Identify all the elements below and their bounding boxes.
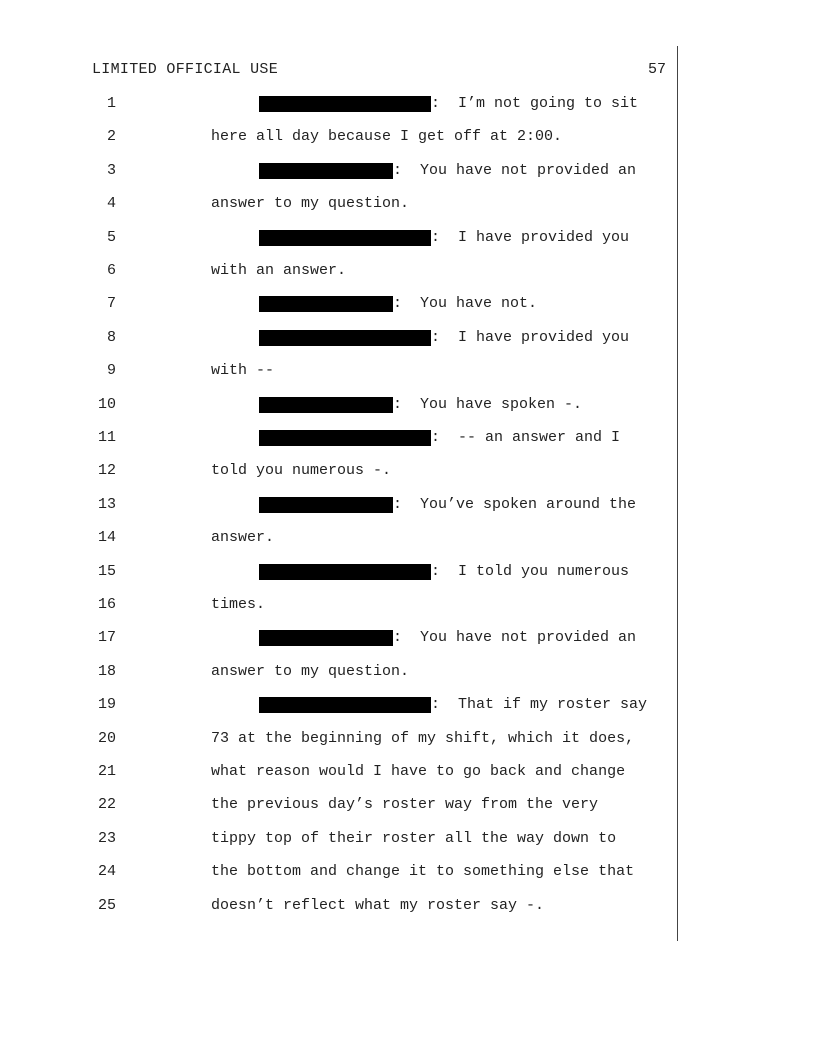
line-number: 9	[106, 362, 116, 380]
transcript-line	[0, 594, 816, 616]
redaction-box	[259, 630, 393, 646]
line-number: 2	[106, 128, 116, 146]
line-number: 6	[106, 262, 116, 279]
line-text: tippy top of their roster all the way down to	[211, 829, 617, 847]
line-text: : You have not provided an	[393, 161, 637, 179]
line-number: 22	[97, 796, 116, 814]
line-number: 11	[97, 429, 116, 446]
line-number: 21	[97, 763, 116, 780]
line-text: : I have provided you	[431, 228, 630, 246]
line-number: 13	[97, 495, 116, 513]
speaker-line	[259, 227, 629, 249]
redaction-box	[259, 330, 431, 346]
redaction-box	[259, 564, 431, 580]
transcript-line	[0, 494, 816, 516]
redaction-box	[259, 96, 431, 112]
line-number: 10	[97, 395, 116, 413]
line-number: 4	[106, 195, 116, 213]
transcript-line	[0, 761, 816, 783]
line-number: 15	[97, 562, 116, 580]
line-text: doesn’t reflect what my roster say -.	[211, 896, 545, 914]
line-text: : -- an answer and I	[431, 429, 621, 446]
line-number: 18	[97, 662, 116, 680]
transcript-line	[0, 227, 816, 249]
speaker-line	[259, 394, 582, 416]
line-number: 7	[106, 295, 116, 313]
line-text: : You have spoken -.	[393, 395, 583, 413]
redaction-box	[259, 430, 431, 446]
line-number: 24	[97, 863, 116, 881]
line-number: 14	[97, 529, 116, 547]
speaker-line	[259, 494, 636, 516]
transcript-line	[0, 160, 816, 182]
line-text: : I told you numerous	[431, 562, 630, 580]
transcript-line	[0, 126, 816, 148]
redaction-box	[259, 497, 393, 513]
speaker-line	[259, 293, 537, 315]
line-text: answer to my question.	[211, 195, 410, 213]
line-number: 23	[97, 829, 116, 847]
line-number: 8	[106, 328, 116, 346]
transcript-line	[0, 527, 816, 549]
line-text: : I have provided you	[431, 328, 630, 346]
transcript-line	[0, 193, 816, 215]
transcript-line	[0, 794, 816, 816]
redaction-box	[259, 230, 431, 246]
line-number: 3	[106, 161, 116, 179]
transcript-line	[0, 293, 816, 315]
transcript-line	[0, 394, 816, 416]
line-text: : You’ve spoken around the	[393, 495, 637, 513]
transcript-line	[0, 460, 816, 482]
redaction-box	[259, 697, 431, 713]
line-text: with --	[211, 362, 275, 380]
speaker-line	[259, 561, 629, 583]
transcript-line	[0, 828, 816, 850]
line-number: 20	[97, 729, 116, 747]
redaction-box	[259, 397, 393, 413]
line-text: : That if my roster say	[431, 696, 648, 714]
line-number: 5	[106, 228, 116, 246]
speaker-line	[259, 93, 638, 115]
transcript-line	[0, 327, 816, 349]
line-text: : I’m not going to sit	[431, 95, 639, 112]
line-text: the bottom and change it to something else that	[211, 863, 635, 881]
line-number: 12	[97, 462, 116, 480]
transcript-line	[0, 360, 816, 382]
transcript-line	[0, 561, 816, 583]
transcript-line	[0, 427, 816, 449]
transcript-line	[0, 728, 816, 750]
line-text: 73 at the beginning of my shift, which it does,	[211, 729, 635, 747]
line-text: times.	[211, 596, 266, 613]
line-text: : You have not provided an	[393, 629, 637, 647]
transcript-line	[0, 661, 816, 683]
line-number: 17	[97, 629, 116, 647]
line-text: here all day because I get off at 2:00.	[211, 128, 563, 146]
page-number: 57	[647, 61, 666, 78]
speaker-line	[259, 427, 620, 449]
redaction-box	[259, 163, 393, 179]
redaction-box	[259, 296, 393, 312]
line-text: with an answer.	[211, 262, 347, 279]
line-text: : You have not.	[393, 295, 538, 313]
line-text: told you numerous -.	[211, 462, 392, 480]
transcript-line	[0, 861, 816, 883]
transcript-line	[0, 627, 816, 649]
line-number: 1	[106, 95, 116, 112]
speaker-line	[259, 160, 636, 182]
speaker-line	[259, 327, 629, 349]
transcript-line	[0, 895, 816, 917]
line-text: answer.	[211, 529, 275, 547]
speaker-line	[259, 627, 636, 649]
speaker-line	[259, 694, 647, 716]
line-number: 16	[97, 596, 116, 613]
transcript-line	[0, 260, 816, 282]
transcript-line	[0, 694, 816, 716]
classification-header: LIMITED OFFICIAL USE	[92, 61, 279, 78]
line-text: answer to my question.	[211, 662, 410, 680]
transcript-line	[0, 93, 816, 115]
line-text: the previous day’s roster way from the very	[211, 796, 599, 814]
line-text: what reason would I have to go back and change	[211, 763, 626, 780]
line-number: 25	[97, 896, 116, 914]
line-number: 19	[97, 696, 116, 714]
